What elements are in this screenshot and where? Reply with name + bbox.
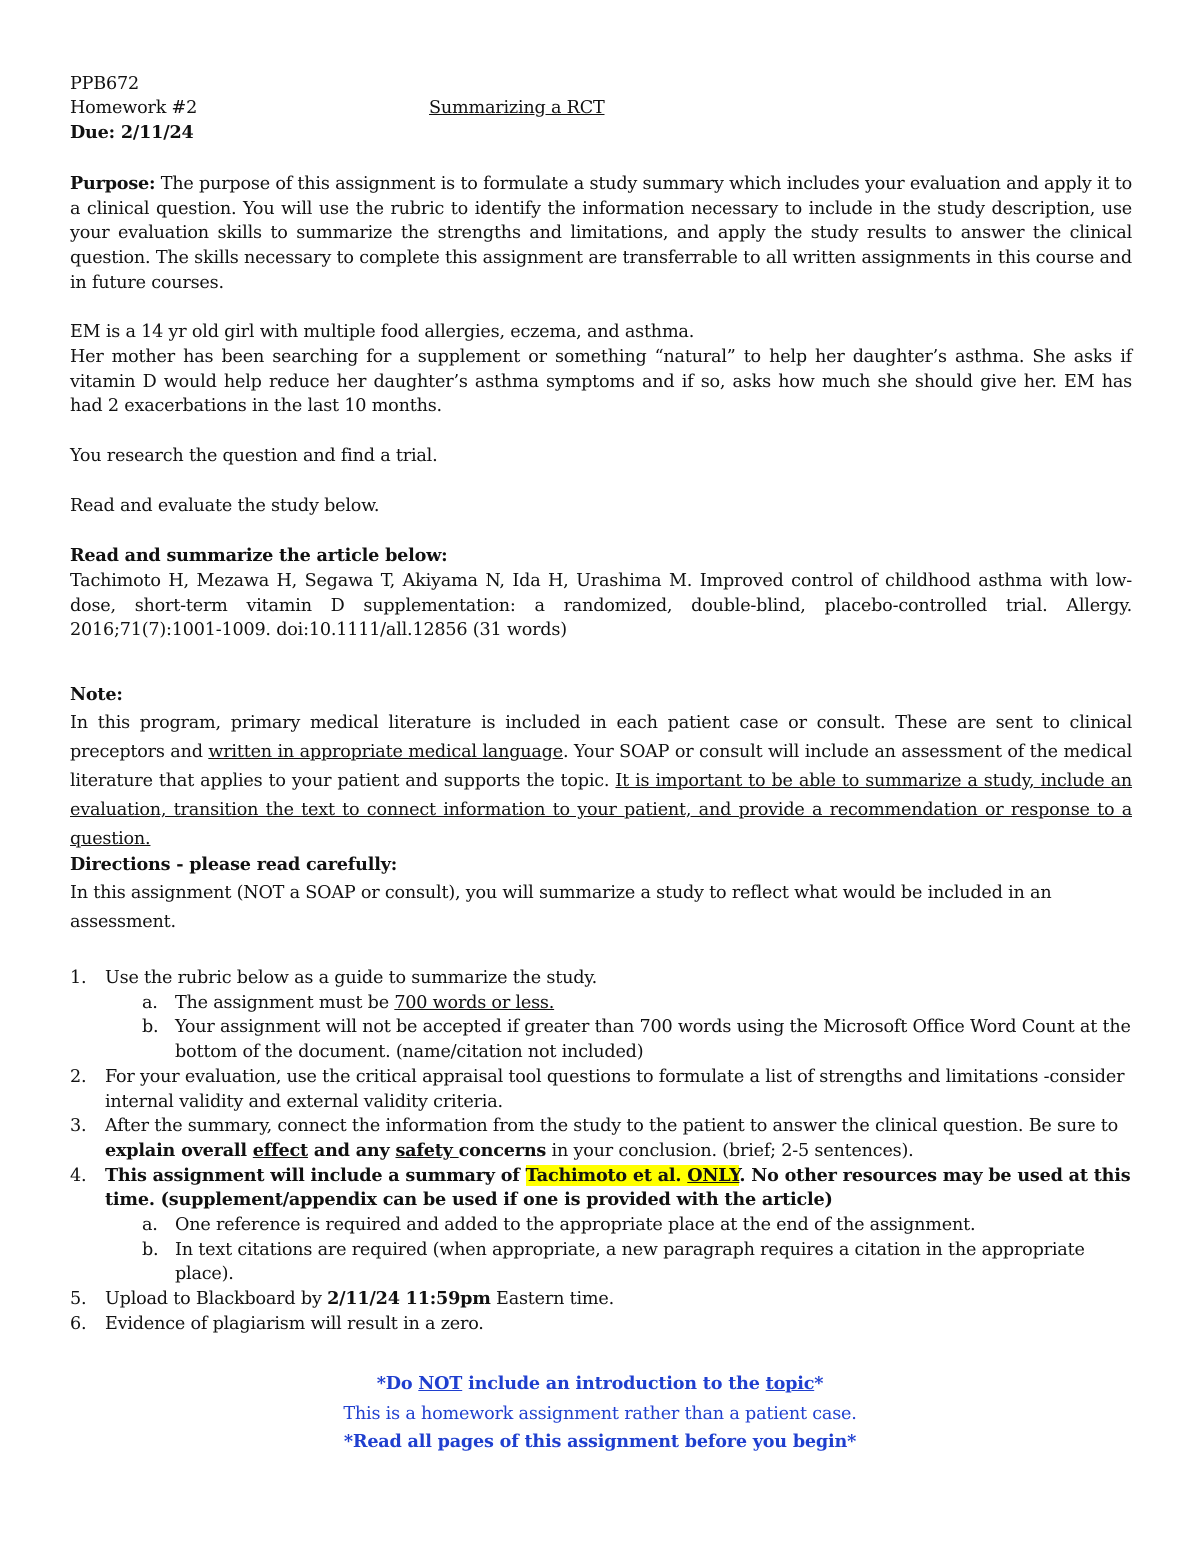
sub-item-underlined: 700 words or less. — [394, 992, 555, 1013]
sub-item-text: The assignment must be — [175, 992, 395, 1013]
sub-letter: b. — [142, 1239, 159, 1260]
list-item-3 — [70, 1114, 1140, 1163]
assignment-title: Summarizing a RCT — [429, 98, 605, 118]
list-item-text: For your evaluation, use the critical appraisal tool questions to formulate a list of strengths and limitations -consider internal validity and external validity criteria. — [105, 1066, 1125, 1112]
sub-item-4a — [70, 1213, 1140, 1238]
research-line: You research the question and find a trial. — [70, 446, 438, 466]
purpose-label: Purpose: — [70, 173, 156, 194]
note-text-2: . Your SOAP or consult will include an assessment of the medical literature that applies to your patient and supports the topic. — [70, 742, 1132, 791]
bold-text: . No other resources may be used at this time. (supplement/appendix can be used if one is provided with the article) — [105, 1164, 1131, 1211]
directions-list — [70, 966, 1140, 1337]
list-item-text: After the summary, connect the information from the study to the patient to answer the clinical question. Be sure to — [105, 1116, 1119, 1137]
article-heading: Read and summarize the article below: — [70, 545, 448, 566]
footer-topic: topic — [765, 1373, 815, 1394]
note-text-1: In this program, primary medical literature is included in each patient case or consult. These are sent to clinical preceptors and — [70, 713, 1132, 762]
case-paragraph: Her mother has been searching for a supplement or something “natural” to help her daughter’s asthma. She asks if vitamin D would help reduce her daughter’s asthma symptoms and if so, asks how much she should give her. EM has had 2 exacerbations in the last 10 months. — [70, 347, 1132, 417]
footer-text: include an introduction to the — [462, 1373, 766, 1394]
list-item-2 — [70, 1065, 1140, 1114]
note-heading: Note: — [70, 684, 123, 705]
homework-number: Homework #2 — [70, 98, 198, 118]
sub-item-4b — [70, 1238, 1140, 1287]
list-number: 2. — [70, 1066, 87, 1087]
bold-text: This assignment will include a summary of — [105, 1164, 526, 1186]
sub-item-text: Your assignment will not be accepted if greater than 700 words using the Microsoft Office Word Count at the bottom of the document. (name/citation not included) — [175, 1017, 1131, 1063]
footer-line-2: This is a homework assignment rather than a patient case. — [343, 1404, 857, 1424]
case-line-1: EM is a 14 yr old girl with multiple food allergies, eczema, and asthma. — [70, 322, 695, 342]
bold-text: explain overall — [105, 1139, 253, 1161]
read-evaluate-line: Read and evaluate the study below. — [70, 496, 380, 516]
sub-letter: a. — [142, 1215, 158, 1236]
due-value: 2/11/24 — [120, 122, 194, 143]
list-item-1 — [70, 966, 1140, 991]
list-number: 5. — [70, 1289, 87, 1310]
sub-item-text: One reference is required and added to the appropriate place at the end of the assignment. — [175, 1215, 976, 1236]
list-number: 1. — [70, 968, 87, 988]
sub-letter: a. — [142, 992, 158, 1013]
list-number: 6. — [70, 1313, 87, 1334]
bold-text: and any — [307, 1139, 396, 1161]
list-item-5 — [70, 1287, 1140, 1312]
purpose-paragraph — [70, 172, 1132, 296]
list-item-text: Eastern time. — [490, 1289, 615, 1310]
directions-intro: In this assignment (NOT a SOAP or consult), you will summarize a study to reflect what would be included in an assessment. — [70, 883, 1052, 932]
list-item-text: Use the rubric below as a guide to summarize the study. — [105, 968, 598, 988]
list-item-6 — [70, 1312, 1140, 1337]
sub-item-text: In text citations are required (when appropriate, a new paragraph requires a citation in the appropriate place). — [175, 1239, 1085, 1285]
directions-heading: Directions - please read carefully: — [70, 854, 398, 875]
purpose-text: The purpose of this assignment is to formulate a study summary which includes your evaluation and apply it to a clinical question. You will use the rubric to identify the information necessary to include in the study description, use your evaluation skills to summarize the strengths and limitations, and apply the study results to answer the clinical question. The skills necessary to complete this assignment are transferrable to all written assignments in this course and in future courses. — [70, 174, 1132, 293]
highlighted-only: ONLY — [687, 1164, 740, 1186]
footer-line-1 — [0, 1372, 1200, 1397]
footer-line-3: *Read all pages of this assignment before you begin* — [343, 1431, 857, 1452]
course-code: PPB672 — [70, 74, 139, 94]
article-citation: Tachimoto H, Mezawa H, Segawa T, Akiyama N, Ida H, Urashima M. Improved control of childhood asthma with low-dose, short-term vitamin D supplementation: a randomized, double-blind, placebo-controlled trial. Allergy. 2016;71(7):1001-1009. doi:10.1111/all.12856 (31 words) — [70, 571, 1132, 641]
header-row — [70, 96, 1132, 122]
highlighted-author: Tachimoto et al. — [525, 1164, 688, 1186]
due-label: Due: — [70, 122, 115, 143]
footer-not: NOT — [418, 1373, 463, 1394]
footer-text: *Do — [376, 1373, 419, 1394]
note-paragraph — [70, 709, 1132, 854]
bold-underlined-effect: effect — [252, 1139, 308, 1161]
list-number: 4. — [70, 1165, 87, 1186]
footer-text: * — [814, 1373, 824, 1394]
due-date — [70, 121, 1132, 146]
bold-underlined-safety: safety — [395, 1139, 459, 1161]
sub-letter: b. — [142, 1017, 159, 1038]
list-item-text: in your conclusion. (brief; 2-5 sentences). — [546, 1140, 914, 1161]
sub-item-1a — [70, 991, 1140, 1016]
sub-item-1b — [70, 1015, 1140, 1064]
list-item-text: Evidence of plagiarism will result in a zero. — [105, 1313, 484, 1334]
note-underlined-2: It is important to be able to summarize a study, include an evaluation, transition the text to connect information to your patient, and provide a recommendation or response to a question. — [70, 771, 1133, 849]
list-item-4 — [70, 1164, 1140, 1213]
note-underlined-1: written in appropriate medical language — [208, 742, 563, 762]
list-number: 3. — [70, 1116, 87, 1137]
list-item-text: Upload to Blackboard by — [105, 1289, 328, 1310]
bold-text: concerns — [458, 1139, 547, 1161]
bold-deadline: 2/11/24 11:59pm — [327, 1288, 491, 1310]
